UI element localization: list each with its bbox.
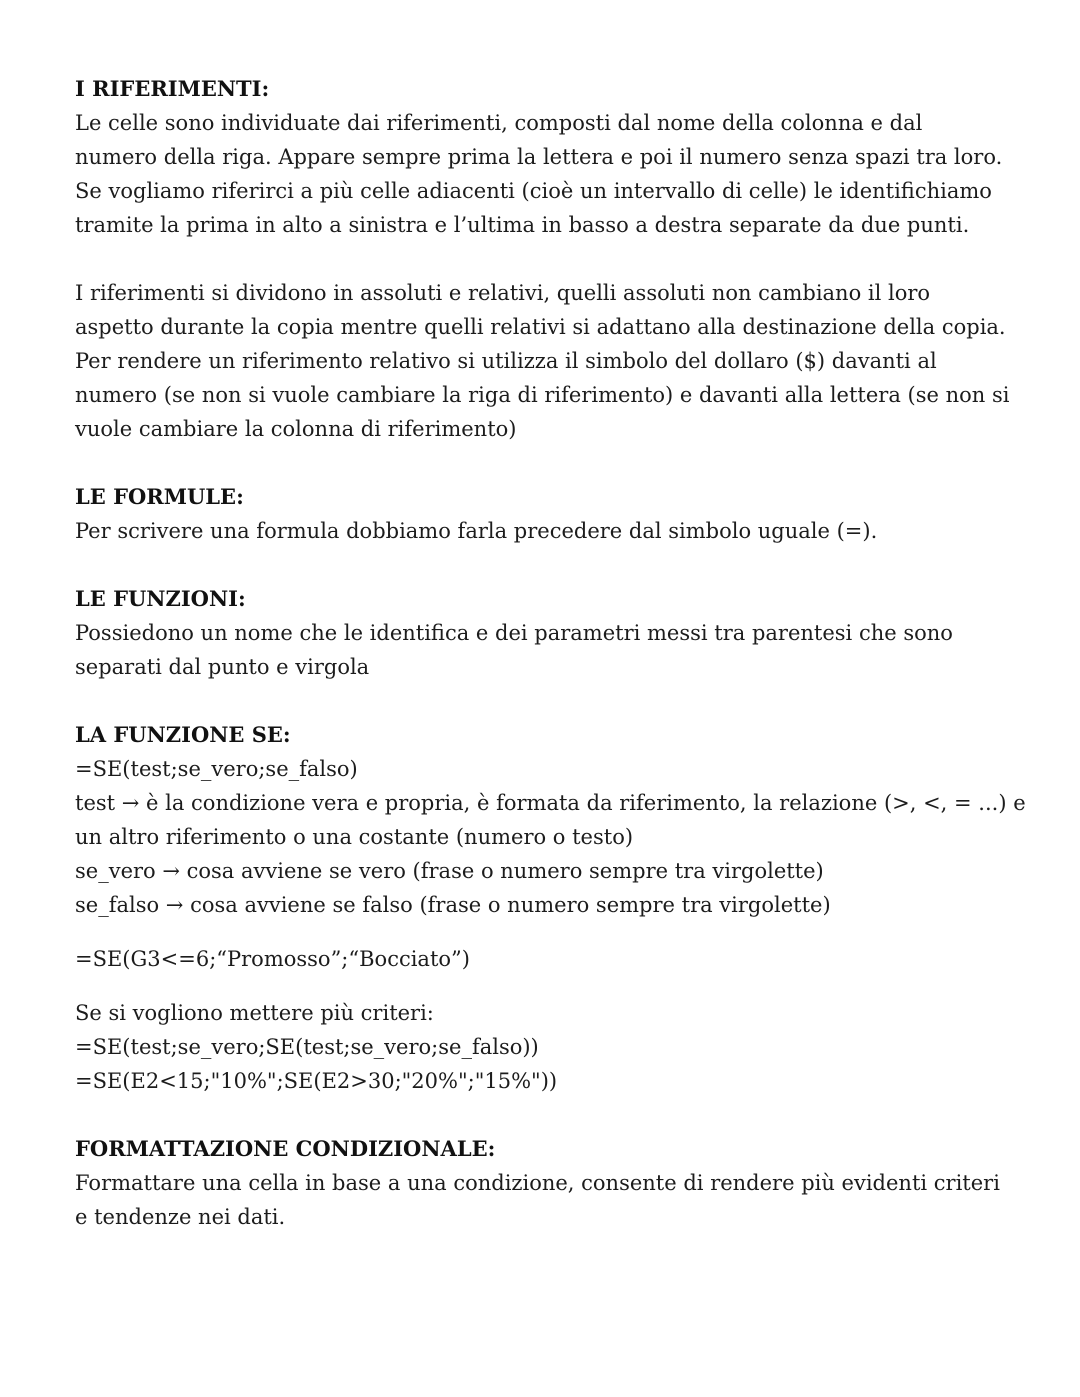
text-line: aspetto durante la copia mentre quelli relativi si adattano alla destinazione della copia.: [75, 315, 1006, 339]
section-formule: [75, 480, 1015, 548]
text-line: Se si vogliono mettere più criteri:: [75, 1001, 434, 1025]
paragraph-gap: [75, 976, 1015, 996]
heading-funzioni: LE FUNZIONI:: [75, 586, 246, 611]
text-line: Possiedono un nome che le identifica e dei parametri messi tra parentesi che sono: [75, 621, 953, 645]
text-line: Formattare una cella in base a una condizione, consente di rendere più evidenti criteri: [75, 1171, 1000, 1195]
section-funzione-se: [75, 718, 1026, 1098]
section-funzioni: [75, 582, 1015, 684]
heading-formule: LE FORMULE:: [75, 484, 244, 509]
paragraph-gap: [75, 922, 1015, 942]
text-line: vuole cambiare la colonna di riferimento): [75, 417, 517, 441]
text-line: Se vogliamo riferirci a più celle adiacenti (cioè un intervallo di celle) le identifichiamo: [75, 179, 992, 203]
text-line: Per scrivere una formula dobbiamo farla precedere dal simbolo uguale (=).: [75, 519, 878, 543]
text-line: se_vero → cosa avviene se vero (frase o numero sempre tra virgolette): [75, 859, 824, 883]
text-line: Per rendere un riferimento relativo si utilizza il simbolo del dollaro ($) davanti al: [75, 349, 937, 373]
section-gap: [75, 684, 1015, 718]
document-page: [75, 72, 1026, 1234]
text-line: test → è la condizione vera e propria, è formata da riferimento, la relazione (>, <, = ...) e: [75, 791, 1026, 815]
text-line: numero (se non si vuole cambiare la riga di riferimento) e davanti alla lettera (se non si: [75, 383, 1010, 407]
text-line: e tendenze nei dati.: [75, 1205, 286, 1229]
section-gap: [75, 446, 1015, 480]
text-line: Le celle sono individuate dai riferimenti, composti dal nome della colonna e dal: [75, 111, 923, 135]
text-line: tramite la prima in alto a sinistra e l’ultima in basso a destra separate da due punti.: [75, 213, 970, 237]
text-line: un altro riferimento o una costante (numero o testo): [75, 825, 634, 849]
formula-nested-example: =SE(E2<15;"10%";SE(E2>30;"20%";"15%")): [75, 1069, 558, 1093]
heading-riferimenti: I RIFERIMENTI:: [75, 76, 270, 101]
text-line: separati dal punto e virgola: [75, 655, 370, 679]
section-gap: [75, 548, 1015, 582]
section-gap: [75, 1098, 1015, 1132]
formula-nested: =SE(test;se_vero;SE(test;se_vero;se_falso)): [75, 1035, 539, 1059]
section-formattazione: [75, 1132, 1015, 1234]
formula-example: =SE(G3<=6;“Promosso”;“Bocciato”): [75, 947, 470, 971]
section-riferimenti: [75, 72, 1015, 446]
heading-formattazione: FORMATTAZIONE CONDIZIONALE:: [75, 1136, 496, 1161]
paragraph-gap: [75, 242, 1015, 276]
formula-syntax: =SE(test;se_vero;se_falso): [75, 757, 358, 781]
text-line: se_falso → cosa avviene se falso (frase o numero sempre tra virgolette): [75, 893, 831, 917]
text-line: I riferimenti si dividono in assoluti e relativi, quelli assoluti non cambiano il loro: [75, 281, 931, 305]
text-line: numero della riga. Appare sempre prima la lettera e poi il numero senza spazi tra loro.: [75, 145, 1003, 169]
heading-funzione-se: LA FUNZIONE SE:: [75, 722, 291, 747]
